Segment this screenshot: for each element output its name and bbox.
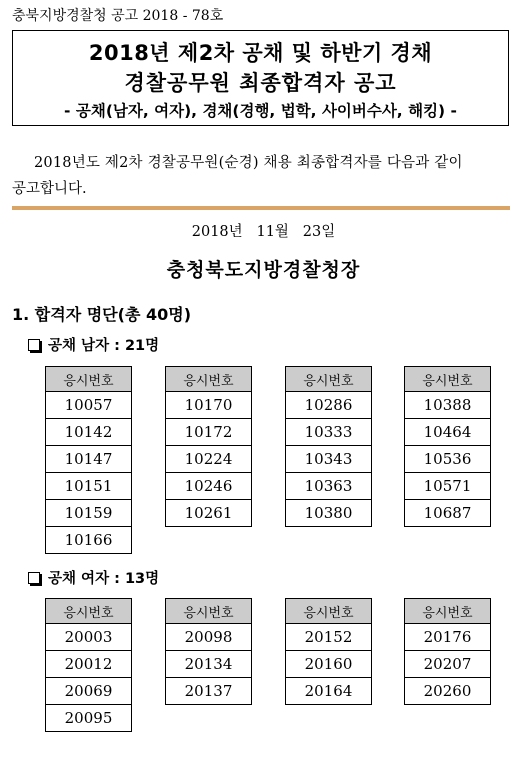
table-row <box>405 500 491 527</box>
table-row <box>286 419 372 446</box>
table-row <box>166 446 252 473</box>
exam-number: 10246 <box>166 473 252 500</box>
table-row <box>286 392 372 419</box>
intro-line2: 공고합니다. <box>12 181 87 197</box>
exam-number: 20137 <box>166 678 252 705</box>
exam-number: 10536 <box>405 446 491 473</box>
section-heading: 1. 합격자 명단(총 40명) <box>12 305 192 324</box>
exam-number: 20012 <box>46 651 132 678</box>
exam-number: 20095 <box>46 705 132 732</box>
table-row <box>46 705 132 732</box>
checkbox-icon <box>28 572 40 584</box>
subsection-female <box>28 567 159 588</box>
subsection-male-label: 공채 남자 : 21명 <box>48 338 160 354</box>
table-row <box>286 624 372 651</box>
table-row <box>166 392 252 419</box>
exam-number: 20207 <box>405 651 491 678</box>
exam-number: 20003 <box>46 624 132 651</box>
table-row <box>166 651 252 678</box>
exam-number: 10333 <box>286 419 372 446</box>
exam-number: 10571 <box>405 473 491 500</box>
exam-number: 20164 <box>286 678 372 705</box>
female-table-1 <box>45 598 132 732</box>
title-line2: 경찰공무원 최종합격자 공고 <box>124 71 397 95</box>
title-line1: 2018년 제2차 공채 및 하반기 경채 <box>88 41 433 65</box>
table-row <box>286 678 372 705</box>
title-box <box>12 30 509 126</box>
divider <box>12 206 510 210</box>
table-row <box>405 678 491 705</box>
exam-number: 10151 <box>46 473 132 500</box>
exam-number: 20176 <box>405 624 491 651</box>
exam-number: 10159 <box>46 500 132 527</box>
column-header: 응시번호 <box>286 599 372 624</box>
table-row <box>46 419 132 446</box>
exam-number: 10057 <box>46 392 132 419</box>
exam-number: 10464 <box>405 419 491 446</box>
male-table-1 <box>45 366 132 554</box>
exam-number: 10172 <box>166 419 252 446</box>
table-row <box>286 473 372 500</box>
exam-number: 10147 <box>46 446 132 473</box>
exam-number: 20134 <box>166 651 252 678</box>
exam-number: 10286 <box>286 392 372 419</box>
table-row <box>286 500 372 527</box>
male-table-3 <box>285 366 372 527</box>
table-row <box>46 678 132 705</box>
table-row <box>46 624 132 651</box>
exam-number: 20152 <box>286 624 372 651</box>
table-row <box>405 473 491 500</box>
exam-number: 20160 <box>286 651 372 678</box>
notice-number: 충북지방경찰청 공고 2018 - 78호 <box>12 8 224 24</box>
exam-number: 10224 <box>166 446 252 473</box>
table-row <box>166 473 252 500</box>
subsection-male <box>28 334 159 355</box>
intro-paragraph <box>12 150 512 202</box>
exam-number: 20098 <box>166 624 252 651</box>
table-row <box>46 473 132 500</box>
male-table-2 <box>165 366 252 527</box>
intro-line1: 2018년도 제2차 경찰공무원(순경) 채용 최종합격자를 다음과 같이 <box>34 155 463 171</box>
column-header: 응시번호 <box>286 367 372 392</box>
table-row <box>405 392 491 419</box>
table-row <box>166 678 252 705</box>
notice-date: 2018년 11월 23일 <box>191 224 336 240</box>
subsection-female-label: 공채 여자 : 13명 <box>48 571 160 587</box>
table-row <box>286 446 372 473</box>
table-row <box>405 651 491 678</box>
exam-number: 10687 <box>405 500 491 527</box>
exam-number: 20069 <box>46 678 132 705</box>
title-line3: - 공채(남자, 여자), 경채(경행, 법학, 사이버수사, 해킹) - <box>64 102 457 120</box>
table-row <box>46 392 132 419</box>
column-header: 응시번호 <box>405 599 491 624</box>
column-header: 응시번호 <box>405 367 491 392</box>
exam-number: 10343 <box>286 446 372 473</box>
table-row <box>166 500 252 527</box>
table-row <box>405 446 491 473</box>
female-table-2 <box>165 598 252 705</box>
exam-number: 10170 <box>166 392 252 419</box>
exam-number: 10380 <box>286 500 372 527</box>
exam-number: 20260 <box>405 678 491 705</box>
exam-number: 10261 <box>166 500 252 527</box>
exam-number: 10388 <box>405 392 491 419</box>
female-table-4 <box>404 598 491 705</box>
table-row <box>166 419 252 446</box>
column-header: 응시번호 <box>166 367 252 392</box>
table-row <box>46 527 132 554</box>
checkbox-icon <box>28 339 40 351</box>
exam-number: 10142 <box>46 419 132 446</box>
table-row <box>405 624 491 651</box>
table-row <box>46 500 132 527</box>
table-row <box>405 419 491 446</box>
table-row <box>46 446 132 473</box>
male-table-4 <box>404 366 491 527</box>
table-row <box>46 651 132 678</box>
column-header: 응시번호 <box>166 599 252 624</box>
column-header: 응시번호 <box>46 599 132 624</box>
exam-number: 10166 <box>46 527 132 554</box>
table-row <box>166 624 252 651</box>
issuer: 충청북도지방경찰청장 <box>166 259 361 281</box>
column-header: 응시번호 <box>46 367 132 392</box>
table-row <box>286 651 372 678</box>
exam-number: 10363 <box>286 473 372 500</box>
female-table-3 <box>285 598 372 705</box>
